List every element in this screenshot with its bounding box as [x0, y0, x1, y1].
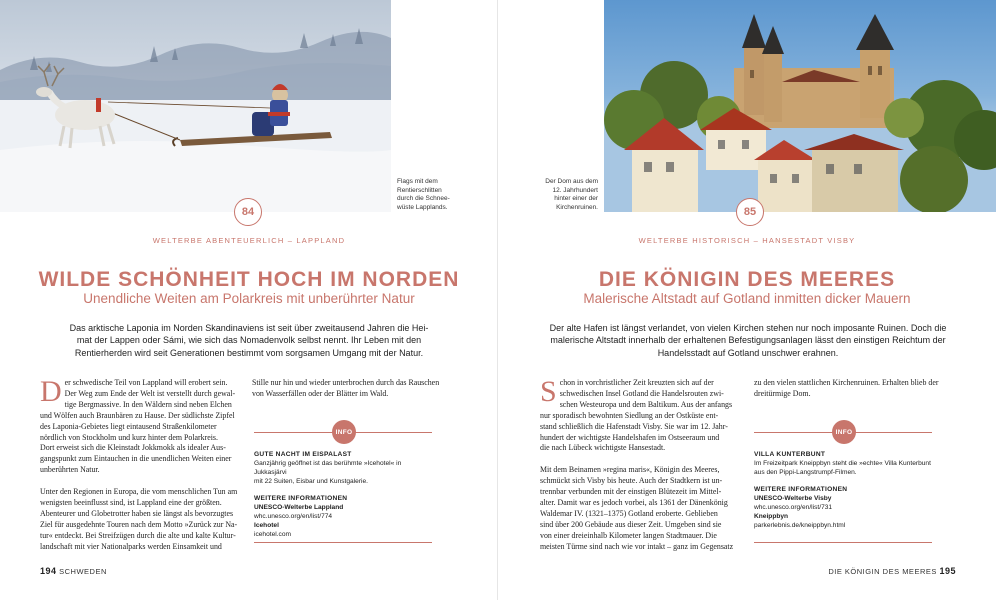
body-line: des Laponia-Gebietes liegt eintausend Straßenkilometer: [40, 421, 217, 431]
caption-line: Rentierschlitten: [397, 186, 442, 194]
body-line: alter. Damit war es jedoch vorbei, als 1361 der Dänenkönig: [540, 497, 728, 507]
info-label: Kneippbyn: [754, 513, 789, 520]
info-box: [754, 420, 932, 550]
body-column-2: [754, 378, 950, 400]
lead-line: Der alte Hafen ist längst verlandet, von vielen Kirchen stehen nur noch imposante Ruinen. Doch die: [549, 323, 947, 333]
info-label: UNESCO-Welterbe Lappland: [254, 504, 344, 511]
body-line: Abenteurer und Globetrotter haben sie längst als bevorzugtes: [40, 508, 234, 518]
photo-caption-left: [397, 178, 477, 212]
body-line: von Wasserfällen oder der Blätter im Wald.: [252, 388, 389, 398]
body-line: tur« entdeckt. Bei Streifzügen durch die alte und kalte Kultur-: [40, 530, 236, 540]
lead-line: mat der Lappen oder Sámi, wie sich das Nomadenvolk selbst nennt. Ihr Leben mit den: [76, 335, 422, 346]
body-column-1: [40, 375, 246, 552]
info-text: aus den Pippi-Langstrumpf-Filmen.: [754, 469, 857, 476]
body-line: unberührten Natur.: [40, 465, 100, 475]
lead-line: Handelsstadt auf Gotland unschwer erahnen.: [657, 347, 839, 358]
lead-line: Das arktische Laponia im Norden Skandinaviens ist seit über zweitausend Jahren die Hei-: [69, 323, 429, 333]
running-head: DIE KÖNIGIN DES MEERES: [828, 567, 937, 576]
body-column-2: [252, 378, 442, 400]
body-line: trennbar verbunden mit der einstigen Blütezeit im Mittel-: [540, 487, 722, 497]
lead-paragraph: [66, 322, 432, 359]
drop-cap: D: [40, 375, 62, 408]
body-line: dreitürmige Dom.: [754, 388, 811, 398]
body-line: nur sporadisch bewohnten Siedlung an der Ostküste ent-: [540, 410, 719, 420]
body-line: stand schließlich die Hafenstadt Visby. Sie war im 12. Jahr-: [540, 421, 728, 431]
body-line: die nach Lübeck wichtigste Hansestadt.: [540, 443, 666, 453]
site-number-badge: 85: [736, 198, 764, 226]
body-line: landschaft mit vier Nationalparks werden Einsamkeit und: [40, 541, 222, 551]
body-line: Dort erweist sich die Kleinstadt Jokkmokk als idealer Aus-: [40, 443, 226, 453]
running-head: SCHWEDEN: [59, 567, 107, 576]
visby-illustration: [604, 0, 996, 212]
info-text: Im Freizeitpark Kneippbyn steht die »echte« Villa Kunterbunt: [754, 460, 931, 467]
body-line: chon in vorchristlicher Zeit kreuzten sich auf der: [559, 378, 714, 387]
body-line: gangspunkt zum Eintauchen in die unendlichen Weiten einer: [40, 454, 232, 464]
body-line: von einer dreieinhalb Kilometer langen Stadtmauer. Die: [540, 530, 717, 540]
folio-left: [40, 566, 107, 576]
body-line: schmückt sich Visby bis heute. Auch der Stadtkern ist un-: [540, 476, 723, 486]
info-heading: WEITERE INFORMATIONEN: [754, 486, 848, 493]
body-line: wenigsten beeinflusst sind, ist Lappland eine der größten.: [40, 497, 222, 507]
caption-line: hinter einer der: [554, 195, 598, 202]
lead-paragraph: [536, 322, 960, 359]
info-badge: INFO: [832, 420, 856, 444]
info-text: Ganzjährig geöffnet ist das berühmte »Icehotel« in Jukkasjärvi: [254, 460, 402, 476]
reindeer-sled-photo: [0, 0, 391, 212]
caption-line: 12. Jahrhundert: [552, 186, 598, 194]
info-divider-bottom: [754, 542, 932, 543]
body-line: zu den vielen stattlichen Kirchenruinen. Erhalten blieb der: [754, 378, 939, 387]
body-paragraph: [252, 378, 442, 400]
section-kicker: WELTERBE ABENTEUERLICH – LAPPLAND: [152, 236, 346, 245]
info-heading: VILLA KUNTERBUNT: [754, 451, 826, 458]
info-heading: GUTE NACHT IM EISPALAST: [254, 451, 352, 458]
site-number-badge: 84: [234, 198, 262, 226]
body-line: meisten Türme sind nach wie vor intakt – ganz im Gegensatz: [540, 541, 734, 551]
info-text: mit 22 Suiten, Eisbar und Kunstgalerie.: [254, 478, 368, 485]
body-paragraph: [40, 487, 246, 552]
article-subtitle: Malerische Altstadt auf Gotland inmitten dicker Mauern: [583, 291, 911, 306]
info-link[interactable]: whc.unesco.org/en/list/774: [254, 513, 333, 520]
body-line: Der Weg zum Ende der Welt ist verstellt durch gewal-: [64, 388, 236, 398]
body-line: Ziel für ausgedehnte Touren nach dem Motto »Zurück zur Na-: [40, 519, 238, 529]
info-link[interactable]: parkerlebnis.de/kneippbyn.html: [754, 522, 846, 529]
body-line: hundert der wichtigste Handelshafen im Ostseeraum und: [540, 432, 720, 442]
body-line: er schwedische Teil von Lappland will erobert sein.: [64, 378, 228, 387]
photo-caption-right: [532, 178, 598, 212]
section-kicker: WELTERBE HISTORISCH – HANSESTADT VISBY: [638, 236, 856, 245]
info-heading: WEITERE INFORMATIONEN: [254, 495, 348, 502]
folio-right: [820, 566, 956, 576]
body-line: Waldemar IV. (1321–1375) Gotland eroberte. Geblieben: [540, 508, 718, 518]
article-title: WILDE SCHÖNHEIT HOCH IM NORDEN: [38, 268, 460, 291]
body-line: Stille nur hin und wieder unterbrochen durch das Rauschen: [252, 378, 440, 387]
lead-line: malerische Altstadt innerhalb der erhaltenen Befestigungsanlagen lässt den einstigen Reichtum der: [550, 335, 946, 346]
info-divider-bottom: [254, 542, 432, 543]
article-title: DIE KÖNIGIN DES MEERES: [598, 268, 896, 291]
body-paragraph: [540, 375, 746, 454]
visby-cathedral-photo: [604, 0, 996, 212]
caption-line: durch die Schnee-: [397, 195, 450, 202]
body-paragraph: [540, 465, 746, 552]
caption-line: wüste Lapplands.: [397, 203, 448, 211]
info-box: [254, 420, 432, 550]
article-subtitle: Unendliche Weiten am Polarkreis mit unberührter Natur: [83, 291, 415, 306]
body-line: schwedischen Insel Gotland die Handelsrouten zwi-: [559, 388, 724, 398]
info-link[interactable]: icehotel.com: [254, 531, 292, 538]
info-link[interactable]: whc.unesco.org/en/list/731: [754, 504, 833, 511]
page-number: 194: [40, 566, 57, 576]
caption-line: Der Dom aus dem: [545, 178, 598, 185]
body-line: nördlich von Stockholm und kurz hinter dem Polarkreis.: [40, 432, 218, 442]
caption-line: Kirchenruinen.: [556, 203, 598, 211]
body-column-1: [540, 375, 746, 552]
info-label: UNESCO-Welterbe Visby: [754, 495, 832, 502]
info-content: [254, 450, 432, 539]
reindeer-sled-illustration: [0, 0, 391, 212]
caption-line: Flags mit dem: [397, 178, 438, 185]
body-line: tige Bergmassive. In den Wäldern sind neben Elchen: [64, 399, 232, 409]
body-line: schen Westeuropa und dem Baltikum. Aus der anfangs: [559, 399, 733, 409]
body-paragraph: [40, 375, 246, 476]
body-line: und Wölfen auch Braunbären zu Hause. Der südlichste Zipfel: [40, 410, 235, 420]
body-line: Unter den Regionen in Europa, die vom menschlichen Tun am: [40, 487, 238, 497]
info-content: [754, 450, 932, 530]
body-line: sind über 200 Gebäude aus dieser Zeit. Umgeben sind sie: [540, 519, 722, 529]
info-badge: INFO: [332, 420, 356, 444]
lead-line: Rentierherden wird seit Generationen bestimmt vom sorgsamen Umgang mit der Natur.: [74, 347, 424, 358]
body-line: Mit dem Beinamen »regina maris«, Königin des Meeres,: [540, 465, 720, 475]
body-paragraph: [754, 378, 950, 400]
info-label: Icehotel: [254, 522, 279, 529]
drop-cap: S: [540, 375, 557, 408]
page-number: 195: [939, 566, 956, 576]
